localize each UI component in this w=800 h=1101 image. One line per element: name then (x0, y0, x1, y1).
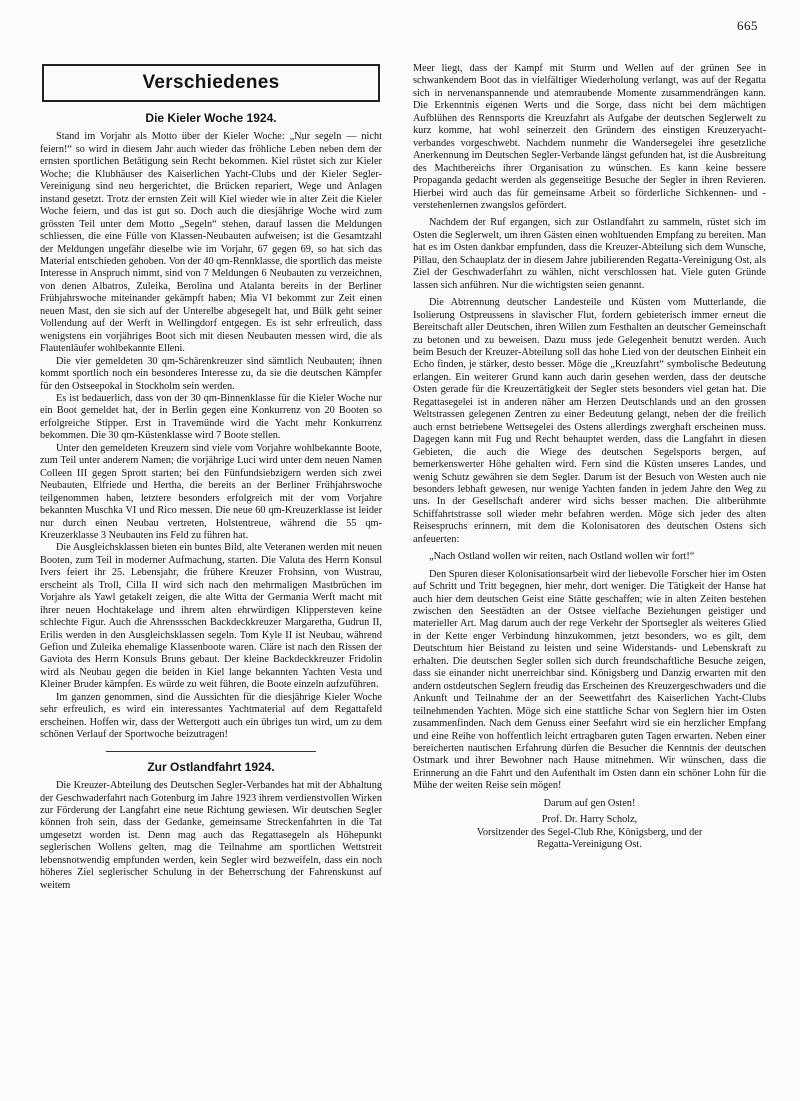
paragraph: Die Ausgleichsklassen bieten ein buntes Bild, alte Veteranen werden mit neuen Booten, zum Teil in moderner Aufmachung, starten. Die Valuta des Herrn Konsul Ivers feiert ihr 25. Lebensjahr, die frühere Kreuzer Frohsinn, von Wustrau, erscheint als Troll, Cilla II wird sich nach den mehrmaligen Mastbrüchen im Vorjahre als Yawl getakelt zeigen, die alte Witta der Germania Werft macht mit ihrer neuen Hochtakelage und ihrem alten ehrwürdigen Klippersteven keine schlechte Figur. Auch die Ahrenssschen Backdeckkreuzer Margaretha, Gudrun II, Erilis werden in den Ausgleichsklassen segeln. Tom Kyle II ist Neubau, während Gefion und Zuleika ehemalige Klassenboote waren. Cläre ist nach den Rissen der Gaviota des Herrn Konsuls Bruns gebaut. Der kleine Backdeckkreuzer Fridolin wird als Neubau gegen die beiden in Kiel lange bekannten Yachten Vesta und Kleiner Bruder kämpfen. Es würde zu weit führen, die Boote einzeln aufzuführen. (40, 542, 382, 691)
paragraph: Den Spuren dieser Kolonisationsarbeit wird der liebevolle Forscher hier im Osten auf Schritt und Tritt begegnen, hier mehr, dort weniger. Die Tätigkeit der Hanse hat auch hier dem deutschen Geist eine Stätte geschaffen; wie in alten Zeiten bestehen zwischen den Seestädten an der Ostsee vielfache Beziehungen geistiger und materieller Art. Mag darum auch der rege Verkehr der Sportsegler als weiteres Glied in der Kette enger Verbindung hinzukommen, jetzt besonders, wo es gilt, dem Deutschtum hier Beistand zu leisten und seine Widerstands- und Lebenskraft zu erhalten. Die deutschen Segler sollen sich durch freundschaftliche Besuche zeigen, dass sie einander nicht unerreichbar sind. Königsberg und Danzig erwarten mit den andern ostdeutschen Seglern freudig das Erscheinen des Kreuzergeschwaders und die Ankunft und Teilnahme der an der Seewettfahrt des Kaiserlichen Yacht-Clubs teilnehmenden Yachten. Möge sich eine stattliche Schar von Seglern hier im Osten zusammenfinden. Nach dem Genuss einer Seefahrt wird sie ein herzlicher Empfang und eine Reihe von hoffentlich leicht ertragbaren guten Tagen erwarten. Neben einer bereicherten nautischen Erfahrung dürfen die Besucher die Kenntnis der deutschen Ostmark und ihrer Bewohner nach Hause mitnehmen. Wir wünschen, dass die Erinnerung an die Fahrt und den Aufenthalt im Osten dann ein schöner Lohn für die Mühe der weiten Reise sein mögen! (413, 568, 766, 792)
paragraph: Im ganzen genommen, sind die Aussichten für die diesjährige Kieler Woche sehr erfreulich, es wird ein interessantes Yachtmaterial auf dem Regattafeld erscheinen. Hoffen wir, dass der Wettergott auch ein übriges tun wird, um zu dem schönen Verlauf der Sportwoche beizutragen! (40, 691, 382, 741)
paragraph: Stand im Vorjahr als Motto über der Kieler Woche: „Nur segeln — nicht feiern!“ so wird in diesem Jahr auch wieder das fröhliche Leben neben dem der ernsten sportlichen Betätigung sein Recht bekommen. Kiel rüstet sich zur Kieler Woche; die Klubhäuser des Kaiserlichen Yacht-Clubs und der Kieler Segler-Vereinigung sind neu hergerichtet, die Brücken repariert, Wege und Anlagen instand gesetzt. Trotz der ernsten Zeit will Kiel wieder wie in alter Zeit die Kieler Woche feiern, und das ist gut so. Doch auch die diesjährige Woche wird zum grössten Teil unter dem Motto „Segeln“ stehen, darauf lassen die Meldungen schliessen, die eine Fülle von Klassen-Neubauten aufweisen; ist die Gesamtzahl der Meldungen ungefähr dieselbe wie im Vorjahr, 67 gegen 69, so hat sich das Material entschieden gehoben. Von der 40 qm-Rennklasse, die sportlich das meiste Interesse in Anspruch nimmt, sind von 7 Meldungen 6 Neubauten zu verzeichnen, von denen Albatros, Zuleika, Berolina und Atalanta bereits in der Berliner Frühjahrswoche miteinander gekämpft haben; Mia VI bekommt zur Zeit einen neuen Mast, den sie sich auf der Unterelbe abgesegelt hat, und Bülk geht seiner Vollendung auf der Werft in Wellingdorf entgegen. Es ist sehr erfreulich, dass wenigstens ein vorjähriges Boot sich mit diesen Neubauten messen wird, die als Flautenläufer wohlbekannte Elleni. (40, 131, 382, 355)
paragraph: Unter den gemeldeten Kreuzern sind viele vom Vorjahre wohlbekannte Boote, zum Teil unter anderem Namen; die vorjährige Luci wird unter dem neuen Namen Colleen III gegen Sprott starten; bei den Fünfundsiebzigern werden sich zwei Neubauten, Elfriede und Hertha, die bereits an der Berliner Frühjahrswoche teilgenommen haben, letztere besonders erfolgreich mit der vom Vorjahre bekannten Muschka VI und Rico messen. Die neue 60 qm-Kreuzerklasse ist leider nur durch einen Neubau vertreten, Holstentreue, während die 55 qm-Kreuzerklasse 3 Neubauten ins Feld zu führen hat. (40, 442, 382, 541)
closing-line: Darum auf gen Osten! (543, 797, 636, 809)
section-title: Verschiedenes (142, 71, 280, 93)
page-number: 665 (737, 18, 758, 33)
right-column (413, 63, 766, 852)
author-organization: Regatta-Vereinigung Ost. (537, 839, 642, 851)
section-heading-box (42, 64, 380, 102)
left-column (40, 64, 382, 892)
paragraph: Die vier gemeldeten 30 qm-Schärenkreuzer sind sämtlich Neubauten; ihnen kommt sportlich noch ein besonderes Interesse zu, da sie die deutschen Kämpfer für den Ostseepokal in Stockholm sein werden. (40, 355, 382, 392)
article-title-ostlandfahrt: Zur Ostlandfahrt 1924. (147, 759, 275, 774)
paragraph: Es ist bedauerlich, dass von der 30 qm-Binnenklasse für die Kieler Woche nur ein Boot gemeldet hat, der in Berlin gegen eine Konkurrenz von 20 Booten so erfolgreiche Stipper. Erst in Travemünde wird die Yacht mehr Konkurrenz bekommen. Die 30 qm-Küstenklasse wird 7 Boote stellen. (40, 392, 382, 442)
paragraph: Die Kreuzer-Abteilung des Deutschen Segler-Verbandes hat mit der Abhaltung der Geschwaderfahrt nach Gotenburg im Jahre 1923 ihrem verdienstvollen Wirken zur Förderung der Langfahrt eine neue Richtung gewiesen. Wir deutschen Segler können froh sein, dass der Gedanke, gemeinsame Streckenfahrten in die Tat umgesetzt worden ist. Denn mag auch das Regattasegeln als Höhepunkt seglerischen Wollens gelten, mag die Teilnahme am sportlichen Wettstreit lebensnotwendig empfunden werden, kein Segler wird bezweifeln, dass ein noch höheres Ziel seglerischer Schulung in der Beherrschung der Fahrenskunst auf weitem (40, 780, 382, 891)
block-quote: „Nach Ostland wollen wir reiten, nach Ostland wollen wir fort!“ (429, 551, 695, 563)
paragraph: Die Abtrennung deutscher Landesteile und Küsten vom Mutterlande, die Isolierung Ostpreussens in slavischer Flut, fordern gebieterisch immer erneut die Bereitschaft aller Deutschen, ihren Willen zum Festhalten an deutscher Gemeinschaft zu betonen und zu beweisen. Dazu muss jede Gelegenheit benutzt werden. Auch beim Besuch der Kreuzer-Abteilung soll das hohe Lied von der deutschen Einheit ein Echo finden, je stärker, desto besser. Möge die „Kreuzfahrt“ symbolische Bedeutung erlangen. Ein weiterer Grund kann auch darin gesehen werden, dass der deutsche Osten gerade für die Kreuzertätigkeit der Segler stets besonders viel getan hat. Die Regattasegelei ist in anderen näher am Herzen Deutschlands und an den grossen Weltstrassen gelegenen Zentren zu einer Bedeutung gelangt, neben der die freilich auch ernst betriebene Wettsegelei des Ostens allerdings zwerghaft erscheinen muss. Dagegen kann mit Fug und Recht behauptet werden, dass die Langfahrt in diesen Gebieten, die auch die Wiege des deutschen Segelsports bergen, auf bemerkenswerter Höhe gehalten wird. Fern sind die Küsten unseres Landes, und wenig Schutz gewähren sie dem Segler. Darum ist der Besuch von Westen auch nie besonders lebhaft gewesen, nur wenige Yachten fanden in jedem Jahre den Weg zu uns. In der Gesellschaft anderer wird sichs besser machen. Die altberühmte Schiffahrtstrasse soll wieder mehr befahren werden. Möge sich jeder des alten Reisespruchs erinnern, mit dem die Kolonisatoren des deutschen Ostens sich anfeuerten: (413, 297, 766, 545)
paragraph: Nachdem der Ruf ergangen, sich zur Ostlandfahrt zu sammeln, rüstet sich im Osten die Seglerwelt, um ihren Gästen einen wohltuenden Empfang zu bereiten. Man hat es im Osten dankbar empfunden, dass die Kreuzer-Abteilung sich dem Wunsche, Pillau, den Schauplatz der in diesem Jahre jubilierenden Regatta-Vereinigung Ost, als Ziel der Geschwaderfahrt zu wählen, nicht verschlossen hat. Viele guten Gründe lassen sich anführen. Nur die wichtigsten seien genannt. (413, 217, 766, 291)
article-divider (106, 751, 316, 752)
article-title-kieler-woche: Die Kieler Woche 1924. (145, 111, 277, 125)
paragraph: Meer liegt, dass der Kampf mit Sturm und Wellen auf der grünen See in schwankendem Boot das in vielfältiger Wiederholung verlangt, was auf der Regatta sich in nervenanspannende und atemraubende Momente zusammendrängen kann. Die Erkenntnis eigenen Werts und die Sorge, dass nicht bei dem mächtigen Aufblühen des Rennsports die Kreuzfahrt als Aufgabe der deutschen Seglerwelt zu kurz komme, hat wohl seinerzeit den Gründern des einstigen Kreuzeryacht-verbandes vorgeschwebt. Nachdem nunmehr die Wandersegelei ihre gesetzliche Anerkennung im Deutschen Segler-Verbande längst gefunden hat, ist die Ausbreitung des Machtbereichs ihrer Organisation zu wünschen. Es kann keine bessere Propaganda gedacht werden als gegenseitige Besuche der Segler in ihren Revieren. Hierbei wird auch das für gemeinsame Arbeit so förderliche Sichkennen- und -verstehenlernen zwangslos gefördert. (413, 63, 766, 211)
author-name: Prof. Dr. Harry Scholz, (541, 814, 638, 826)
author-role: Vorsitzender des Segel-Club Rhe, Königsberg, und der (476, 826, 703, 838)
